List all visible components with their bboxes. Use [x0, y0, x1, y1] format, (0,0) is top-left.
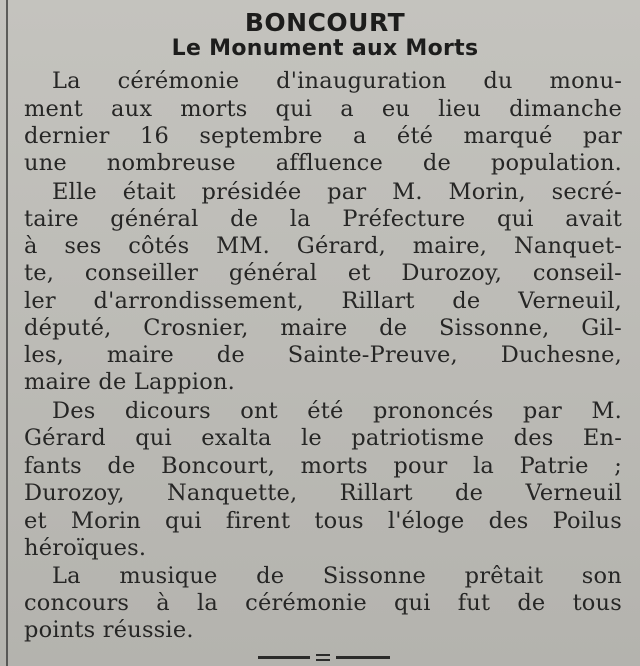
- article-line: et Morin qui firent tous l'éloge des Poilus: [24, 508, 622, 534]
- article-line: concours à la cérémonie qui fut de tous: [24, 590, 622, 616]
- article-line: fants de Boncourt, morts pour la Patrie ;: [24, 453, 622, 479]
- article-line: Gérard qui exalta le patriotisme des En-: [24, 425, 622, 451]
- article-line: dernier 16 septembre a été marqué par: [24, 123, 622, 149]
- article-line: Des dicours ont été prononcés par M.: [52, 398, 622, 424]
- article-line: les, maire de Sainte-Preuve, Duchesne,: [24, 342, 622, 368]
- article-line: te, conseiller général et Durozoy, conseil-: [24, 260, 622, 286]
- article-line: ment aux morts qui a eu lieu dimanche: [24, 96, 622, 122]
- article-line: points réussie.: [24, 617, 194, 643]
- article-line: à ses côtés MM. Gérard, maire, Nanquet-: [24, 233, 622, 259]
- article-subheading: Le Monument aux Morts: [171, 36, 479, 61]
- article-line: maire de Lappion.: [24, 369, 235, 395]
- article-line: taire général de la Préfecture qui avait: [24, 206, 622, 232]
- end-of-article-rule: [258, 654, 390, 662]
- article-line: La musique de Sissonne prêtait son: [52, 563, 622, 589]
- article-line: Elle était présidée par M. Morin, secré-: [52, 179, 622, 205]
- article-line: député, Crosnier, maire de Sissonne, Gil-: [24, 315, 622, 341]
- article-line: ler d'arrondissement, Rillart de Verneuil,: [24, 288, 622, 314]
- article-line: héroïques.: [24, 535, 147, 561]
- article-line: La cérémonie d'inauguration du monu-: [52, 68, 622, 94]
- article-line: Durozoy, Nanquette, Rillart de Verneuil: [24, 480, 622, 506]
- column-rule: [6, 0, 8, 666]
- article-heading: BONCOURT: [244, 8, 406, 37]
- article-line: une nombreuse affluence de population.: [24, 150, 622, 176]
